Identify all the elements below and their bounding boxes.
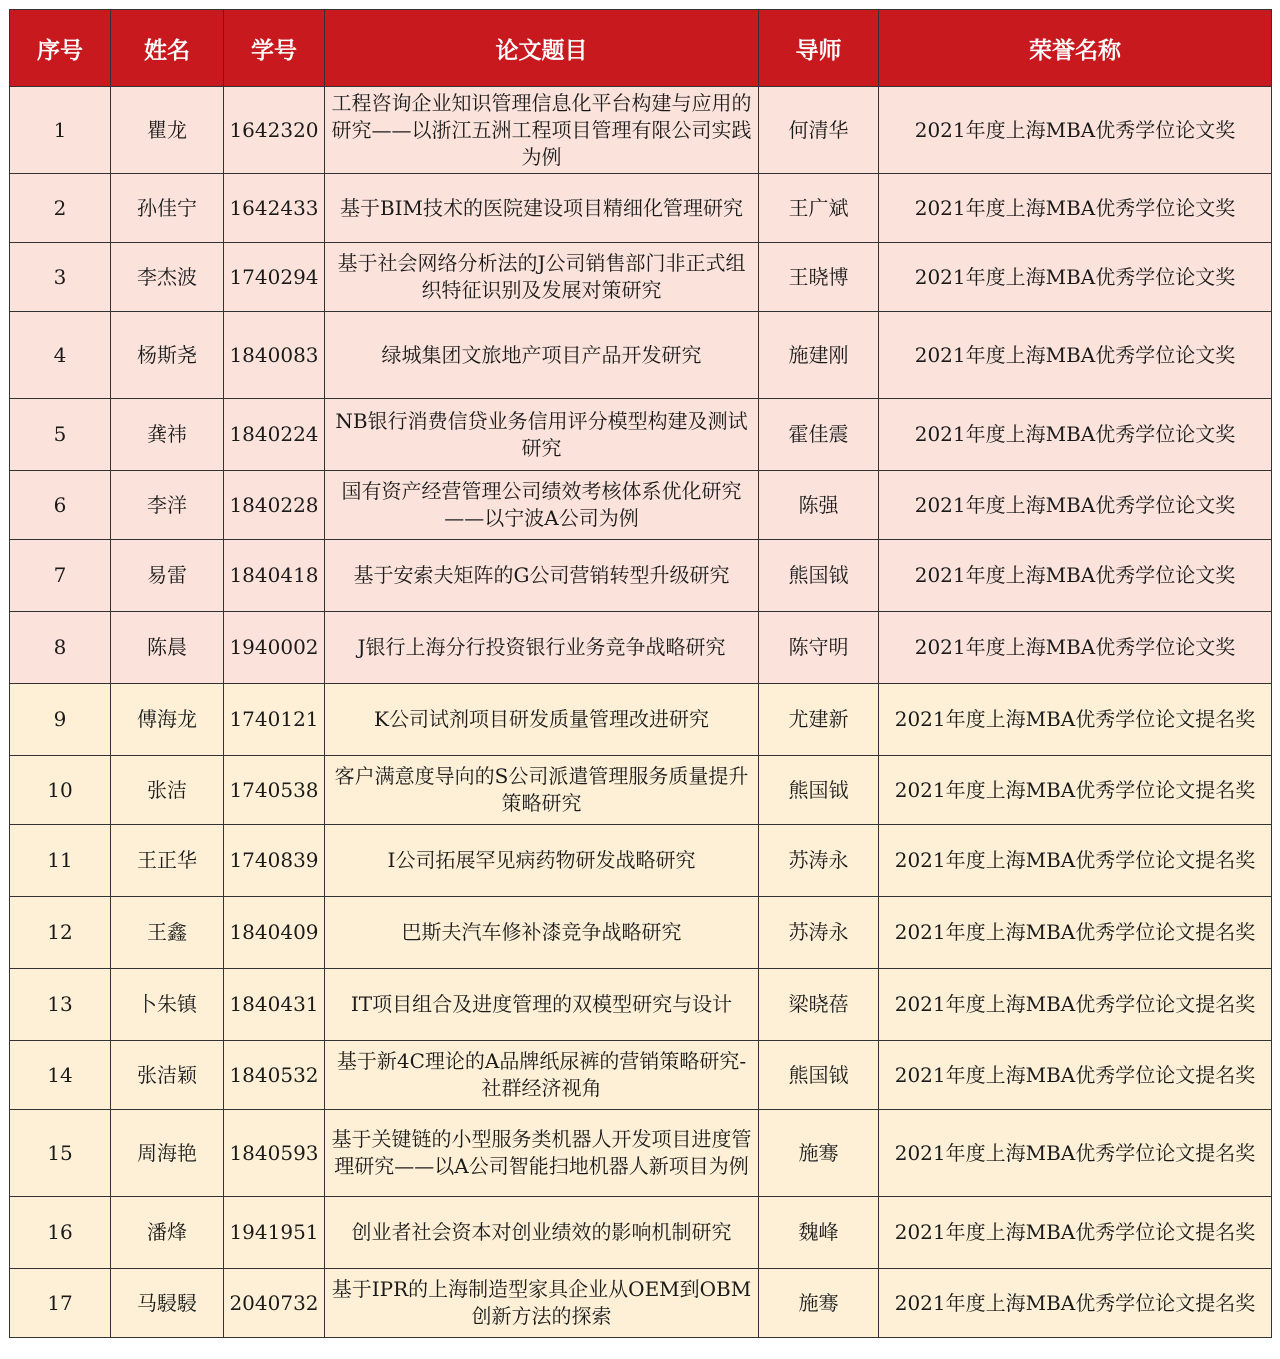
cell-index: 13: [10, 969, 111, 1041]
header-row: [10, 10, 1272, 87]
cell-advisor: 苏涛永: [759, 897, 879, 969]
cell-thesis-title: I公司拓展罕见病药物研发战略研究: [325, 825, 759, 897]
table-row: [10, 1041, 1272, 1110]
cell-advisor: 尤建新: [759, 684, 879, 756]
cell-thesis-title: 巴斯夫汽车修补漆竞争战略研究: [325, 897, 759, 969]
cell-thesis-title: J银行上海分行投资银行业务竞争战略研究: [325, 612, 759, 684]
cell-honor: 2021年度上海MBA优秀学位论文提名奖: [879, 825, 1272, 897]
cell-honor: 2021年度上海MBA优秀学位论文奖: [879, 243, 1272, 312]
cell-advisor: 王广斌: [759, 174, 879, 243]
table-row: [10, 684, 1272, 756]
cell-name: 傅海龙: [111, 684, 224, 756]
header-student-id: 学号: [224, 10, 325, 87]
cell-name: 王鑫: [111, 897, 224, 969]
cell-name: 李杰波: [111, 243, 224, 312]
cell-honor: 2021年度上海MBA优秀学位论文提名奖: [879, 1041, 1272, 1110]
cell-name: 马駸駸: [111, 1269, 224, 1338]
cell-thesis-title: 基于社会网络分析法的J公司销售部门非正式组织特征识别及发展对策研究: [325, 243, 759, 312]
cell-honor: 2021年度上海MBA优秀学位论文提名奖: [879, 1197, 1272, 1269]
cell-name: 王正华: [111, 825, 224, 897]
cell-thesis-title: 基于BIM技术的医院建设项目精细化管理研究: [325, 174, 759, 243]
table-row: [10, 87, 1272, 174]
cell-advisor: 熊国钺: [759, 1041, 879, 1110]
table-row: [10, 471, 1272, 540]
cell-student-id: 1840431: [224, 969, 325, 1041]
cell-student-id: 2040732: [224, 1269, 325, 1338]
header-thesis-title: 论文题目: [325, 10, 759, 87]
cell-index: 1: [10, 87, 111, 174]
table-row: [10, 897, 1272, 969]
cell-student-id: 1941951: [224, 1197, 325, 1269]
cell-honor: 2021年度上海MBA优秀学位论文奖: [879, 312, 1272, 399]
cell-name: 潘烽: [111, 1197, 224, 1269]
cell-advisor: 熊国钺: [759, 540, 879, 612]
cell-thesis-title: 创业者社会资本对创业绩效的影响机制研究: [325, 1197, 759, 1269]
cell-student-id: 1740294: [224, 243, 325, 312]
cell-advisor: 苏涛永: [759, 825, 879, 897]
cell-honor: 2021年度上海MBA优秀学位论文提名奖: [879, 1110, 1272, 1197]
cell-name: 李洋: [111, 471, 224, 540]
cell-student-id: 1840593: [224, 1110, 325, 1197]
cell-honor: 2021年度上海MBA优秀学位论文提名奖: [879, 897, 1272, 969]
cell-name: 张洁: [111, 756, 224, 825]
table-row: [10, 243, 1272, 312]
cell-index: 6: [10, 471, 111, 540]
table-row: [10, 540, 1272, 612]
cell-honor: 2021年度上海MBA优秀学位论文奖: [879, 87, 1272, 174]
table-row: [10, 969, 1272, 1041]
cell-advisor: 陈强: [759, 471, 879, 540]
cell-name: 瞿龙: [111, 87, 224, 174]
cell-thesis-title: 基于安索夫矩阵的G公司营销转型升级研究: [325, 540, 759, 612]
cell-index: 10: [10, 756, 111, 825]
cell-advisor: 王晓博: [759, 243, 879, 312]
cell-student-id: 1840532: [224, 1041, 325, 1110]
cell-index: 4: [10, 312, 111, 399]
cell-honor: 2021年度上海MBA优秀学位论文提名奖: [879, 756, 1272, 825]
cell-advisor: 霍佳震: [759, 399, 879, 471]
cell-honor: 2021年度上海MBA优秀学位论文奖: [879, 540, 1272, 612]
cell-student-id: 1840418: [224, 540, 325, 612]
cell-name: 周海艳: [111, 1110, 224, 1197]
cell-thesis-title: K公司试剂项目研发质量管理改进研究: [325, 684, 759, 756]
cell-honor: 2021年度上海MBA优秀学位论文提名奖: [879, 684, 1272, 756]
cell-thesis-title: NB银行消费信贷业务信用评分模型构建及测试研究: [325, 399, 759, 471]
cell-index: 9: [10, 684, 111, 756]
cell-advisor: 何清华: [759, 87, 879, 174]
cell-index: 17: [10, 1269, 111, 1338]
cell-thesis-title: 基于新4C理论的A品牌纸尿裤的营销策略研究-社群经济视角: [325, 1041, 759, 1110]
cell-name: 孙佳宁: [111, 174, 224, 243]
cell-student-id: 1840224: [224, 399, 325, 471]
table-row: [10, 825, 1272, 897]
cell-student-id: 1740839: [224, 825, 325, 897]
cell-honor: 2021年度上海MBA优秀学位论文提名奖: [879, 1269, 1272, 1338]
table-row: [10, 312, 1272, 399]
table-row: [10, 612, 1272, 684]
cell-advisor: 施骞: [759, 1269, 879, 1338]
cell-thesis-title: 工程咨询企业知识管理信息化平台构建与应用的研究——以浙江五洲工程项目管理有限公司实践为例: [325, 87, 759, 174]
cell-honor: 2021年度上海MBA优秀学位论文奖: [879, 471, 1272, 540]
cell-thesis-title: 基于关键链的小型服务类机器人开发项目进度管理研究——以A公司智能扫地机器人新项目为例: [325, 1110, 759, 1197]
cell-index: 12: [10, 897, 111, 969]
header-name: 姓名: [111, 10, 224, 87]
cell-honor: 2021年度上海MBA优秀学位论文奖: [879, 174, 1272, 243]
cell-thesis-title: 基于IPR的上海制造型家具企业从OEM到OBM创新方法的探索: [325, 1269, 759, 1338]
table-row: [10, 1269, 1272, 1338]
cell-advisor: 陈守明: [759, 612, 879, 684]
cell-student-id: 1940002: [224, 612, 325, 684]
cell-advisor: 魏峰: [759, 1197, 879, 1269]
cell-name: 杨斯尧: [111, 312, 224, 399]
table-row: [10, 756, 1272, 825]
cell-advisor: 梁晓蓓: [759, 969, 879, 1041]
awards-table: [9, 9, 1272, 1338]
cell-advisor: 熊国钺: [759, 756, 879, 825]
header-index: 序号: [10, 10, 111, 87]
table-body: [10, 87, 1272, 1338]
cell-student-id: 1740121: [224, 684, 325, 756]
cell-index: 16: [10, 1197, 111, 1269]
table-header: [10, 10, 1272, 87]
cell-index: 2: [10, 174, 111, 243]
table-row: [10, 174, 1272, 243]
cell-index: 7: [10, 540, 111, 612]
cell-name: 易雷: [111, 540, 224, 612]
table-row: [10, 399, 1272, 471]
cell-thesis-title: 绿城集团文旅地产项目产品开发研究: [325, 312, 759, 399]
cell-honor: 2021年度上海MBA优秀学位论文奖: [879, 399, 1272, 471]
cell-student-id: 1840228: [224, 471, 325, 540]
table-row: [10, 1197, 1272, 1269]
cell-index: 11: [10, 825, 111, 897]
cell-advisor: 施建刚: [759, 312, 879, 399]
cell-student-id: 1642433: [224, 174, 325, 243]
table-row: [10, 1110, 1272, 1197]
cell-index: 15: [10, 1110, 111, 1197]
cell-name: 陈晨: [111, 612, 224, 684]
cell-index: 8: [10, 612, 111, 684]
cell-student-id: 1840083: [224, 312, 325, 399]
cell-student-id: 1642320: [224, 87, 325, 174]
cell-honor: 2021年度上海MBA优秀学位论文奖: [879, 612, 1272, 684]
cell-honor: 2021年度上海MBA优秀学位论文提名奖: [879, 969, 1272, 1041]
cell-name: 龚祎: [111, 399, 224, 471]
cell-thesis-title: IT项目组合及进度管理的双模型研究与设计: [325, 969, 759, 1041]
cell-index: 5: [10, 399, 111, 471]
cell-student-id: 1840409: [224, 897, 325, 969]
header-advisor: 导师: [759, 10, 879, 87]
cell-advisor: 施骞: [759, 1110, 879, 1197]
cell-name: 张洁颖: [111, 1041, 224, 1110]
cell-student-id: 1740538: [224, 756, 325, 825]
cell-index: 3: [10, 243, 111, 312]
cell-index: 14: [10, 1041, 111, 1110]
cell-thesis-title: 国有资产经营管理公司绩效考核体系优化研究——以宁波A公司为例: [325, 471, 759, 540]
header-honor: 荣誉名称: [879, 10, 1272, 87]
cell-thesis-title: 客户满意度导向的S公司派遣管理服务质量提升策略研究: [325, 756, 759, 825]
cell-name: 卜朱镇: [111, 969, 224, 1041]
